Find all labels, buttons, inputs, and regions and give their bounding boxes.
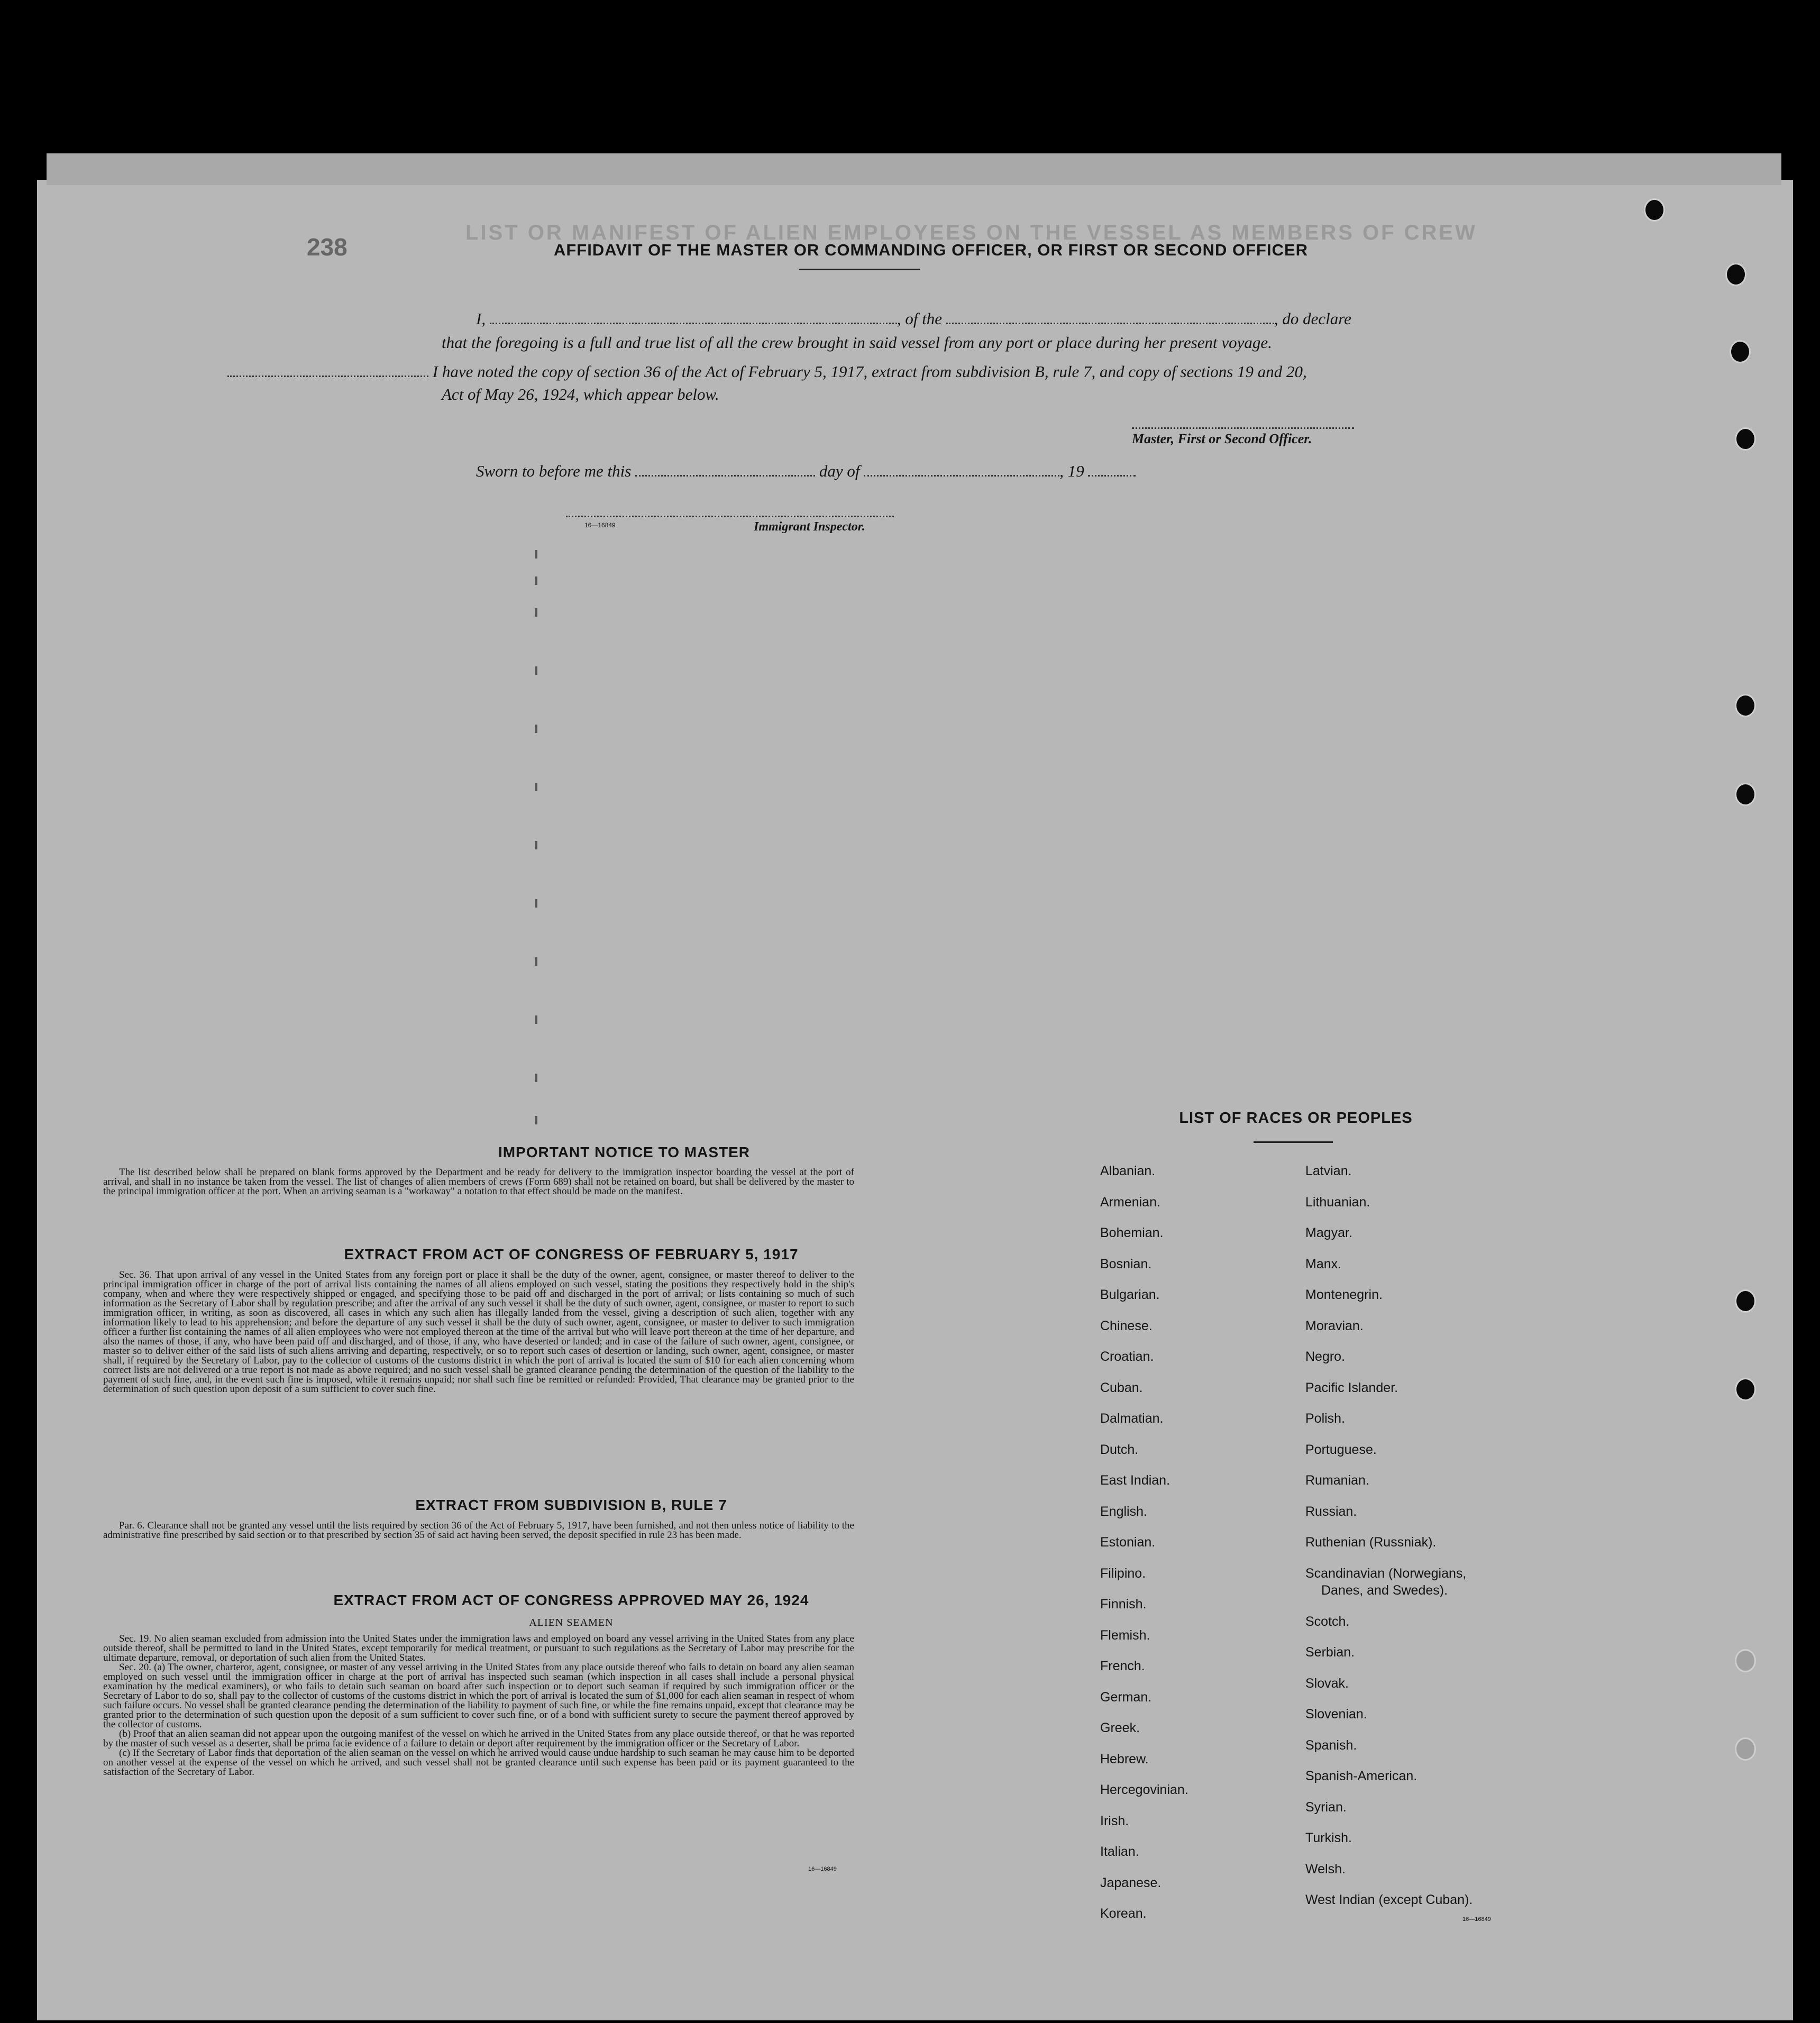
race-item: Slovak. xyxy=(1305,1676,1349,1691)
race-item: Bosnian. xyxy=(1100,1256,1152,1271)
race-item: Hebrew. xyxy=(1100,1751,1149,1766)
race-item: Montenegrin. xyxy=(1305,1287,1383,1302)
sec20b-text: (b) Proof that an alien seaman did not appear upon the outgoing manifest of the vessel on which he arrived in the United States from any place outside thereof, or that he was reported by the master of such vessel as a deserter, shall be prima facie evidence of a failure to detain or deport after requirement by the immigration officer or the Secretary of Labor. xyxy=(103,1728,854,1749)
page-top-band xyxy=(47,153,1781,185)
signature-caption: Master, First or Second Officer. xyxy=(1132,431,1312,446)
form-number: 16—16849 xyxy=(584,521,616,529)
notice-body xyxy=(103,1168,854,1196)
race-item: Manx. xyxy=(1305,1256,1342,1271)
race-item: Finnish. xyxy=(1100,1597,1147,1612)
race-item: Cuban. xyxy=(1100,1380,1143,1395)
punch-hole-icon xyxy=(1735,427,1756,451)
punch-hole-icon xyxy=(1735,1289,1756,1313)
race-item: Albanian. xyxy=(1100,1164,1156,1178)
vessel-field[interactable] xyxy=(946,307,1274,324)
tick-mark xyxy=(535,608,537,617)
leader-dots xyxy=(227,360,428,377)
punch-hole-icon xyxy=(1735,694,1756,717)
sworn-month-field[interactable] xyxy=(864,459,1059,477)
extract-form-number: 16—16849 xyxy=(808,1866,837,1872)
tick-mark xyxy=(535,841,537,849)
race-item: Dalmatian. xyxy=(1100,1411,1164,1426)
affidavit-i-label: I, xyxy=(476,309,486,328)
tick-mark xyxy=(535,576,537,585)
race-item: Russian. xyxy=(1305,1504,1357,1519)
punch-hole-icon xyxy=(1730,340,1751,363)
affidavit-line-3 xyxy=(227,360,1307,381)
sworn-day-field[interactable] xyxy=(635,459,815,477)
race-item: Scandinavian (Norwegians, xyxy=(1305,1566,1467,1581)
race-item: Spanish-American. xyxy=(1305,1769,1417,1783)
race-item: Dutch. xyxy=(1100,1442,1139,1457)
race-item: Lithuanian. xyxy=(1305,1194,1370,1210)
races-column-1 xyxy=(1100,1156,1188,1929)
affidavit-line-3-text: I have noted the copy of section 36 of the Act of February 5, 1917, extract from subdivision B, rule 7, and copy of sections 19 and 20, xyxy=(432,362,1307,381)
race-item: Flemish. xyxy=(1100,1627,1150,1643)
race-item: Chinese. xyxy=(1100,1318,1153,1333)
tick-mark xyxy=(535,1116,537,1124)
races-form-number: 16—16849 xyxy=(1462,1916,1491,1923)
tick-mark xyxy=(535,899,537,908)
sworn-prefix: Sworn to before me this xyxy=(476,462,632,480)
tick-mark xyxy=(535,725,537,733)
races-title: LIST OF RACES OR PEOPLES xyxy=(1179,1110,1413,1127)
tick-mark xyxy=(535,1074,537,1082)
notice-text: The list described below shall be prepared on blank forms approved by the Department and be ready for delivery to the immigration inspector boarding the vessel at the port of arrival, and shall in no instance be taken from the vessel. The list of changes of alien members of crews (Form 689) shall not be retained on board, but shall be delivered by the master to the principal immigration officer at the port. When an arriving seaman is a "workaway" a notation to that effect should be made on the manifest. xyxy=(103,1167,854,1197)
tick-mark xyxy=(535,1015,537,1024)
race-item: Spanish. xyxy=(1305,1737,1357,1753)
races-title-rule xyxy=(1254,1141,1333,1143)
signature-line[interactable] xyxy=(1132,427,1354,429)
tick-mark xyxy=(535,783,537,791)
punch-hole-icon xyxy=(1644,198,1665,222)
extract-rule7-title: EXTRACT FROM SUBDIVISION B, RULE 7 xyxy=(415,1497,727,1513)
ghost-page-number: 238 xyxy=(307,233,347,261)
sworn-year-label: , 19 xyxy=(1059,462,1084,480)
race-item: Ruthenian (Russniak). xyxy=(1305,1535,1437,1550)
punch-hole-icon xyxy=(1725,263,1746,286)
race-item: Moravian. xyxy=(1305,1318,1364,1333)
punch-hole-icon xyxy=(1735,1737,1756,1761)
race-item: Korean. xyxy=(1100,1906,1147,1921)
race-item: East Indian. xyxy=(1100,1473,1170,1488)
affidavit-title: AFFIDAVIT OF THE MASTER OR COMMANDING OFFICER, OR FIRST OR SECOND OFFICER xyxy=(553,241,1309,259)
punch-hole-icon xyxy=(1735,1378,1756,1401)
extract-1924-title: EXTRACT FROM ACT OF CONGRESS APPROVED MAY 26, 1924 xyxy=(333,1592,809,1608)
race-item: Latvian. xyxy=(1305,1164,1352,1178)
race-item: West Indian (except Cuban). xyxy=(1305,1892,1473,1907)
inspector-signature-line[interactable] xyxy=(566,516,894,517)
race-item: Polish. xyxy=(1305,1411,1346,1426)
sec19-text: Sec. 19. No alien seaman excluded from admission into the United States under the immigration laws and employed on board any vessel arriving in the United States from any place outside thereof, shall be permitted to land in the United States, except temporarily for medical treatment, or pursuant to such regulations as the Secretary of Labor may prescribe for the ultimate departure, removal, or deportation of such alien from the United States. xyxy=(103,1633,854,1663)
race-item: French. xyxy=(1100,1659,1145,1673)
punch-hole-icon xyxy=(1735,1649,1756,1672)
race-item: English. xyxy=(1100,1504,1147,1519)
extract-1924-body xyxy=(103,1634,854,1777)
race-item: Greek. xyxy=(1100,1720,1140,1735)
affidavit-of-the-label: , of the xyxy=(897,309,943,328)
notice-title: IMPORTANT NOTICE TO MASTER xyxy=(498,1144,751,1160)
name-field[interactable] xyxy=(490,307,897,324)
race-item: Italian. xyxy=(1100,1844,1139,1859)
sec20a-text: Sec. 20. (a) The owner, charteror, agent, consignee, or master of any vessel arriving in the United States from any place outside thereof who fails to detain on board any alien seaman employed on such vessel until the immigration officer in charge at the port of arrival has inspected such seaman (which inspection in all cases shall include a personal physical examination by the medical examiners), or who fails to detain such seaman on board after such inspection or to deport such seaman if required by such immigration officer or the Secretary of Labor to do so, shall pay to the collector of customs of the customs district in which the port of arrival is located the sum of $1,000 for each alien seaman in respect of whom such failure occurs. No vessel shall be granted clearance pending the determination of the liability to payment of such fine, or while the fine remains unpaid, except that clearance may be granted prior to the determination of such question upon the deposit of a sum sufficient to cover such fine, or of a bond with sufficient surety to secure the payment thereof approved by the collector of customs. xyxy=(103,1662,854,1730)
sworn-line xyxy=(476,459,1136,481)
punch-hole-icon xyxy=(1735,783,1756,806)
race-item: German. xyxy=(1100,1689,1152,1705)
race-item: Filipino. xyxy=(1100,1566,1146,1581)
ghost-manifest-header: LIST OR MANIFEST OF ALIEN EMPLOYEES ON THE VESSEL AS MEMBERS OF CREW xyxy=(465,221,1477,244)
race-item: Rumanian. xyxy=(1305,1473,1369,1488)
race-item: Magyar. xyxy=(1305,1225,1352,1240)
race-item: Bulgarian. xyxy=(1100,1287,1160,1302)
race-item: Irish. xyxy=(1100,1813,1129,1828)
race-item: Estonian. xyxy=(1100,1535,1156,1550)
title-rule xyxy=(799,269,920,270)
sec20c-text: (c) If the Secretary of Labor finds that deportation of the alien seaman on the vessel on which he arrived would cause undue hardship to such seaman he may cause him to be deported on another vessel at the expense of the vessel on which he arrived, and such vessel shall not be granted clearance until such expense has been paid or its payment guaranteed to the satisfaction of the Secretary of Labor. xyxy=(103,1747,854,1778)
race-item: Danes, and Swedes). xyxy=(1321,1583,1448,1598)
race-item: Armenian. xyxy=(1100,1194,1160,1210)
extract-1917-text: Sec. 36. That upon arrival of any vessel in the United States from any foreign port or place it shall be the duty of the owner, agent, consignee, or master thereof to deliver to the principal immigration officer in charge of the port of arrival lists containing the names of all aliens employed on such vessel, stating the positions they respectively hold in the ship's company, when and where they were respectively shipped or engaged, and specifying those to be paid off and discharged in the port of arrival; or lists containing so much of such information as the Secretary of Labor shall by regulation prescribe; and after the arrival of any such vessel it shall be the duty of such owner, agent, consignee, or master to report to such immigration officer, in writing, as soon as discovered, all cases in which any such alien has illegally landed from the vessel, giving a description of such alien, together with any information likely to lead to his apprehension; and before the departure of any such vessel it shall be the duty of such owner, agent, consignee, or master to deliver to such immigration officer a further list containing the names of all alien employees who were not employed thereon at the time of the arrival but who will leave port thereon at the time of her departure, and also the names of those, if any, who have been paid off and discharged, and of those, if any, who have deserted or landed; and in case of the failure of such owner, agent, consignee, or master so to deliver either of the said lists of such aliens arriving and departing, respectively, or so to report such cases of desertion or landing, such owner, agent, consignee, or master shall, if required by the Secretary of Labor, pay to the collector of customs of the customs district in which the port of arrival is located the sum of $10 for each alien concerning whom correct lists are not delivered or a true report is not made as above required; and no such vessel shall be granted clearance pending the determination of the question of the liability to the payment of such fine, and, in the event such fine is imposed, while it remains unpaid; nor shall such fine be remitted or refunded: Provided, That clearance may be granted prior to the determination of such question upon deposit of a sum sufficient to cover such fine. xyxy=(103,1269,854,1395)
race-item: Syrian. xyxy=(1305,1799,1347,1815)
race-item: Croatian. xyxy=(1100,1349,1154,1364)
race-item: Hercegovinian. xyxy=(1100,1782,1188,1797)
tick-mark xyxy=(535,957,537,966)
tick-mark xyxy=(535,550,537,559)
race-item: Welsh. xyxy=(1305,1861,1346,1876)
tick-mark xyxy=(535,666,537,675)
inspector-caption: Immigrant Inspector. xyxy=(754,520,865,534)
race-item: Slovenian. xyxy=(1305,1707,1367,1722)
race-item: Japanese. xyxy=(1100,1875,1161,1890)
affidavit-line-1 xyxy=(476,307,1351,328)
extract-1924-subtitle: ALIEN SEAMEN xyxy=(529,1617,614,1628)
affidavit-declare-label: , do declare xyxy=(1274,309,1351,328)
affidavit-line-4: Act of May 26, 1924, which appear below. xyxy=(442,385,719,404)
extract-rule7-text: Par. 6. Clearance shall not be granted any vessel until the lists required by section 36 of the Act of February 5, 1917, have been furnished, and not then unless notice of liability to the administrative fine prescribed by said section or to that prescribed by section 35 of said act having been served, the deposit specified in rule 23 has been made. xyxy=(103,1520,854,1541)
race-item: Turkish. xyxy=(1305,1830,1352,1845)
race-item: Scotch. xyxy=(1305,1614,1350,1629)
sworn-day-of: day of xyxy=(819,462,860,480)
extract-rule7-body xyxy=(103,1521,854,1540)
extract-1917-title: EXTRACT FROM ACT OF CONGRESS OF FEBRUARY 5, 1917 xyxy=(344,1246,799,1262)
sworn-year-field[interactable] xyxy=(1088,459,1136,477)
race-item: Portuguese. xyxy=(1305,1442,1377,1457)
race-item: Pacific Islander. xyxy=(1305,1380,1398,1395)
affidavit-line-2: that the foregoing is a full and true list of all the crew brought in said vessel from any port or place during her present voyage. xyxy=(442,333,1272,352)
race-item: Negro. xyxy=(1305,1349,1346,1364)
race-item: Serbian. xyxy=(1305,1645,1355,1660)
race-item: Bohemian. xyxy=(1100,1225,1164,1240)
races-column-2 xyxy=(1305,1156,1473,1916)
extract-1917-body xyxy=(103,1270,854,1394)
